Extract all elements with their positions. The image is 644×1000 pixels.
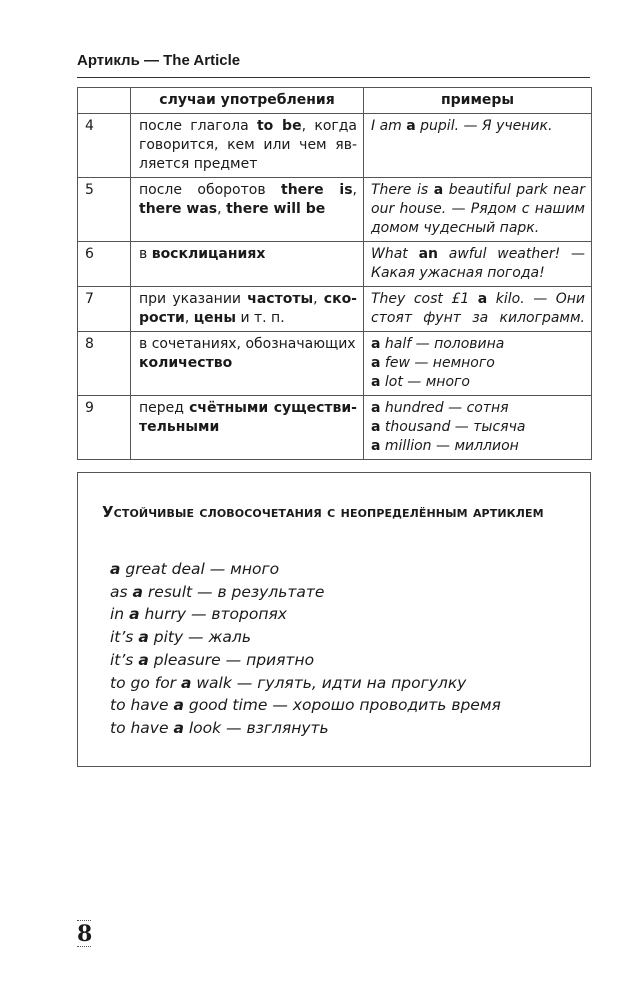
- table-row: [78, 114, 592, 178]
- text-line: [139, 309, 357, 328]
- text-line: [371, 399, 585, 418]
- usage-case-cell: [131, 114, 364, 178]
- usage-case-cell: [131, 332, 364, 396]
- header-rule: [77, 77, 590, 78]
- text-line: [139, 399, 357, 418]
- article-fragment: a: [129, 605, 140, 624]
- text-line: [139, 136, 357, 155]
- text-line: [371, 309, 585, 328]
- example-cell: [364, 178, 592, 242]
- table-row: [78, 242, 592, 287]
- text-line: [371, 219, 585, 238]
- phrase-item: [110, 603, 501, 626]
- text-line: [371, 418, 585, 437]
- usage-case-cell: [131, 178, 364, 242]
- example-cell: [364, 114, 592, 178]
- phrase-fragment: good time — хорошо проводить время: [183, 696, 501, 715]
- table-row: [78, 332, 592, 396]
- text-fragment: hundred — сотня: [380, 400, 509, 416]
- text-line: [139, 117, 357, 136]
- text-fragment: при указании: [139, 291, 248, 307]
- bold-fragment: тельными: [139, 419, 220, 435]
- text-line: [139, 418, 357, 437]
- bold-fragment: a: [477, 291, 488, 307]
- table-header-row: [78, 88, 592, 114]
- usage-case-cell: [131, 287, 364, 332]
- page-number: 8: [77, 921, 93, 947]
- article-fragment: a: [138, 650, 149, 669]
- text-fragment: million — миллион: [380, 438, 519, 454]
- bold-fragment: a: [371, 355, 381, 371]
- text-fragment: beautiful park near: [443, 182, 585, 198]
- bold-fragment: a: [433, 182, 444, 198]
- text-line: [139, 290, 357, 309]
- bold-fragment: there will be: [226, 201, 326, 217]
- row-number: 7: [78, 287, 131, 332]
- row-number: 8: [78, 332, 131, 396]
- phrase-fragment: great deal — много: [120, 560, 280, 578]
- text-line: [371, 290, 585, 309]
- bold-fragment: there is: [281, 182, 353, 198]
- text-fragment: kilo. — Они: [487, 291, 585, 307]
- column-header-examples: примеры: [364, 88, 592, 114]
- phrase-fragment: to have: [110, 696, 174, 715]
- bold-fragment: a: [371, 336, 381, 352]
- text-fragment: lot — много: [380, 374, 470, 390]
- text-fragment: our house. — Рядом с нашим: [371, 201, 585, 217]
- bold-fragment: a: [371, 419, 381, 435]
- set-phrases-box: [77, 472, 591, 767]
- phrase-fragment: in: [110, 605, 130, 624]
- text-fragment: стоят фунт за килограмм.: [371, 310, 585, 326]
- bold-fragment: a: [371, 374, 381, 390]
- running-header-title: Артикль — The Article: [77, 52, 241, 69]
- text-line: [371, 200, 585, 219]
- page-number-rule-bottom: [77, 946, 91, 947]
- example-cell: [364, 396, 592, 460]
- text-fragment: I am: [371, 118, 407, 134]
- usage-case-cell: [131, 242, 364, 287]
- table-row: [78, 178, 592, 242]
- text-fragment: half — половина: [380, 336, 505, 352]
- text-line: [139, 181, 357, 200]
- usage-case-cell: [131, 396, 364, 460]
- table-row: [78, 287, 592, 332]
- text-fragment: There is: [371, 182, 434, 198]
- article-fragment: a: [132, 582, 143, 601]
- phrase-fragment: as: [110, 582, 133, 601]
- article-fragment: a: [138, 628, 149, 647]
- phrase-fragment: to have: [110, 718, 174, 737]
- text-fragment: few — немного: [380, 355, 495, 371]
- text-line: [139, 354, 357, 373]
- phrase-item: [110, 581, 501, 604]
- bold-fragment: a: [371, 400, 381, 416]
- text-fragment: pupil. — Я ученик.: [415, 118, 553, 134]
- phrase-fragment: it’s: [110, 650, 139, 669]
- phrase-item: [110, 626, 501, 649]
- bold-fragment: a: [371, 438, 381, 454]
- phrase-item: [110, 558, 501, 581]
- text-fragment: ляется предмет: [139, 156, 258, 172]
- phrase-item: [110, 694, 501, 717]
- set-phrases-list: [110, 558, 501, 740]
- table-row: [78, 396, 592, 460]
- text-line: [371, 117, 585, 136]
- text-line: [371, 264, 585, 283]
- text-fragment: после глагола: [139, 118, 257, 134]
- text-fragment: awful weather! —: [437, 246, 586, 262]
- bold-fragment: восклицаниях: [151, 246, 266, 262]
- text-line: [371, 245, 585, 264]
- text-fragment: ,: [184, 310, 194, 326]
- text-fragment: ,: [313, 291, 324, 307]
- bold-fragment: количество: [139, 355, 233, 371]
- bold-fragment: a: [406, 118, 416, 134]
- page-header: [77, 52, 590, 69]
- text-line: [139, 200, 357, 219]
- phrase-item: [110, 717, 501, 740]
- text-fragment: и т. п.: [236, 310, 285, 326]
- text-fragment: thousand — тысяча: [380, 419, 526, 435]
- text-fragment: What: [371, 246, 419, 262]
- column-header-cases: случаи употребления: [131, 88, 364, 114]
- phrase-fragment: pity — жаль: [148, 628, 251, 647]
- text-fragment: домом чудесный парк.: [371, 220, 540, 236]
- example-cell: [364, 332, 592, 396]
- text-fragment: после оборотов: [139, 182, 282, 198]
- table-body: [78, 114, 592, 460]
- text-fragment: говорится, кем или чем яв-: [139, 137, 357, 153]
- text-line: [371, 181, 585, 200]
- phrase-item: [110, 649, 501, 672]
- row-number: 9: [78, 396, 131, 460]
- article-fragment: a: [173, 718, 184, 737]
- text-line: [139, 155, 357, 174]
- text-fragment: в: [139, 246, 152, 262]
- bold-fragment: there was: [139, 201, 218, 217]
- text-line: [139, 335, 357, 354]
- text-line: [371, 335, 585, 354]
- bold-fragment: счётными существи-: [189, 400, 357, 416]
- text-fragment: They cost £1: [371, 291, 478, 307]
- example-cell: [364, 242, 592, 287]
- phrase-fragment: result — в результате: [142, 582, 325, 601]
- phrase-fragment: it’s: [110, 628, 139, 647]
- bold-fragment: an: [418, 246, 438, 262]
- phrase-fragment: hurry — второпях: [139, 605, 287, 624]
- article-fragment: a: [173, 696, 184, 715]
- bold-fragment: рости: [139, 310, 185, 326]
- article-usage-table: [77, 87, 592, 460]
- text-line: [371, 354, 585, 373]
- text-fragment: Какая ужасная погода!: [371, 265, 545, 281]
- text-fragment: , когда: [301, 118, 357, 134]
- phrase-fragment: look — взглянуть: [183, 718, 329, 737]
- article-fragment: a: [110, 560, 121, 578]
- article-fragment: a: [180, 673, 192, 692]
- bold-fragment: to be: [256, 118, 302, 134]
- phrase-fragment: pleasure — приятно: [148, 650, 315, 669]
- phrase-item: [110, 672, 501, 695]
- phrase-fragment: walk — гулять, идти на прогулку: [191, 673, 467, 692]
- text-fragment: перед: [139, 400, 190, 416]
- row-number: 5: [78, 178, 131, 242]
- text-line: [139, 245, 357, 264]
- example-cell: [364, 287, 592, 332]
- row-number: 6: [78, 242, 131, 287]
- text-fragment: ,: [352, 182, 357, 198]
- text-fragment: в сочетаниях, обозначающих: [139, 336, 356, 352]
- phrase-fragment: to go for: [110, 673, 181, 692]
- bold-fragment: цены: [193, 310, 236, 326]
- set-phrases-title: Устойчивые словосочетания с неопределённым артиклем: [102, 503, 544, 521]
- bold-fragment: ско-: [323, 291, 357, 307]
- bold-fragment: частоты: [247, 291, 314, 307]
- column-header-number: [78, 88, 131, 114]
- text-fragment: ,: [217, 201, 227, 217]
- text-line: [371, 437, 585, 456]
- row-number: 4: [78, 114, 131, 178]
- text-line: [371, 373, 585, 392]
